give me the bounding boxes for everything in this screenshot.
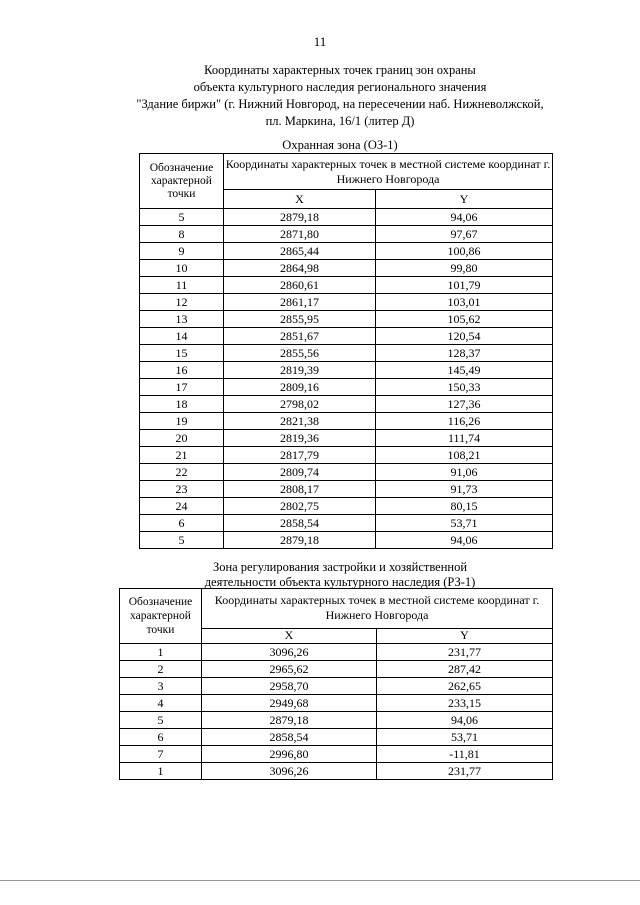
point-cell: 4 [120,695,202,712]
header-point-designation: Обозначение характерной точки [120,589,202,644]
table-row [140,260,553,277]
y-cell: 91,06 [376,464,553,481]
table-row [140,226,553,243]
y-cell: 100,86 [376,243,553,260]
y-cell: 120,54 [376,328,553,345]
y-cell: 231,77 [377,644,553,661]
point-cell: 12 [140,294,224,311]
x-cell: 2802,75 [224,498,376,515]
table-row [140,515,553,532]
y-cell: 101,79 [376,277,553,294]
x-cell: 2858,54 [224,515,376,532]
point-cell: 5 [120,712,202,729]
table-row [140,328,553,345]
table-row [140,498,553,515]
table-row [140,362,553,379]
x-cell: 2819,39 [224,362,376,379]
point-cell: 19 [140,413,224,430]
point-cell: 6 [140,515,224,532]
page-bottom-rule [0,880,640,881]
x-cell: 2879,18 [202,712,377,729]
point-cell: 18 [140,396,224,413]
table-row [140,413,553,430]
table-row [140,532,553,549]
x-cell: 2821,38 [224,413,376,430]
x-cell: 2809,16 [224,379,376,396]
x-cell: 2860,61 [224,277,376,294]
x-cell: 2949,68 [202,695,377,712]
y-cell: 94,06 [377,712,553,729]
zone2-title-line: Зона регулирования застройки и хозяйственной [212,560,468,574]
x-cell: 2864,98 [224,260,376,277]
y-cell: 287,42 [377,661,553,678]
title-line: "Здание биржи" (г. Нижний Новгород, на пересечении наб. Нижневолжской, [136,97,544,111]
table-row [140,447,553,464]
table-row [120,678,553,695]
point-cell: 1 [120,763,202,780]
x-cell: 2958,70 [202,678,377,695]
title-line: объекта культурного наследия регионального значения [193,80,487,94]
zone2-table-body [120,644,553,780]
table-row [140,345,553,362]
point-cell: 21 [140,447,224,464]
page-number: 11 [313,34,327,49]
table-row [120,729,553,746]
x-cell: 2817,79 [224,447,376,464]
y-cell: 53,71 [376,515,553,532]
header-x: X [202,628,377,643]
zone1-title: Охранная зона (ОЗ-1) [282,138,398,152]
table-row [120,712,553,729]
x-cell: 2855,56 [224,345,376,362]
y-cell: 94,06 [376,532,553,549]
table-row [140,379,553,396]
table-row [120,763,553,780]
header-y: Y [377,628,553,643]
x-cell: 2865,44 [224,243,376,260]
zone1-coordinates-table [139,153,553,549]
y-cell: 103,01 [376,294,553,311]
point-cell: 20 [140,430,224,447]
x-cell: 2855,95 [224,311,376,328]
x-cell: 2798,02 [224,396,376,413]
table-row [120,661,553,678]
table-row [140,311,553,328]
header-coordinate-system: Координаты характерных точек в местной системе координат г. Нижнего Новгорода [202,589,553,629]
zone2-coordinates-table [119,588,553,780]
point-cell: 23 [140,481,224,498]
table-row [140,294,553,311]
x-cell: 2996,80 [202,746,377,763]
point-cell: 5 [140,532,224,549]
y-cell: 231,77 [377,763,553,780]
point-cell: 7 [120,746,202,763]
y-cell: 97,67 [376,226,553,243]
point-cell: 2 [120,661,202,678]
point-cell: 15 [140,345,224,362]
point-cell: 8 [140,226,224,243]
table-row [120,644,553,661]
zone2-title [100,560,580,590]
y-cell: 105,62 [376,311,553,328]
point-cell: 16 [140,362,224,379]
point-cell: 9 [140,243,224,260]
table-row [120,695,553,712]
y-cell: 94,06 [376,209,553,226]
point-cell: 3 [120,678,202,695]
point-cell: 17 [140,379,224,396]
point-cell: 11 [140,277,224,294]
title-line: пл. Маркина, 16/1 (литер Д) [265,114,415,128]
x-cell: 2879,18 [224,532,376,549]
table-row [140,464,553,481]
table-row [140,243,553,260]
table-row [140,430,553,447]
point-cell: 22 [140,464,224,481]
x-cell: 2808,17 [224,481,376,498]
x-cell: 2858,54 [202,729,377,746]
y-cell: 80,15 [376,498,553,515]
zone1-table-body [140,209,553,549]
x-cell: 2861,17 [224,294,376,311]
point-cell: 1 [120,644,202,661]
title-line: Координаты характерных точек границ зон охраны [204,63,476,77]
header-point-designation: Обозначение характерной точки [140,154,224,209]
y-cell: 111,74 [376,430,553,447]
point-cell: 10 [140,260,224,277]
y-cell: 262,65 [377,678,553,695]
x-cell: 3096,26 [202,644,377,661]
y-cell: 99,80 [376,260,553,277]
y-cell: 53,71 [377,729,553,746]
table-row [140,277,553,294]
x-cell: 2871,80 [224,226,376,243]
x-cell: 2879,18 [224,209,376,226]
y-cell: 91,73 [376,481,553,498]
table-row [140,396,553,413]
y-cell: 150,33 [376,379,553,396]
table-row [120,746,553,763]
point-cell: 13 [140,311,224,328]
header-x: X [224,190,376,209]
point-cell: 6 [120,729,202,746]
document-title [90,62,590,130]
y-cell: -11,81 [377,746,553,763]
header-coordinate-system: Координаты характерных точек в местной системе координат г. Нижнего Новгорода [224,154,553,190]
y-cell: 128,37 [376,345,553,362]
y-cell: 116,26 [376,413,553,430]
y-cell: 233,15 [377,695,553,712]
zone2-title-line: деятельности объекта культурного наследия (РЗ-1) [204,575,476,589]
point-cell: 24 [140,498,224,515]
x-cell: 2965,62 [202,661,377,678]
x-cell: 2819,36 [224,430,376,447]
point-cell: 14 [140,328,224,345]
x-cell: 3096,26 [202,763,377,780]
table-row [140,481,553,498]
point-cell: 5 [140,209,224,226]
x-cell: 2851,67 [224,328,376,345]
y-cell: 127,36 [376,396,553,413]
y-cell: 145,49 [376,362,553,379]
y-cell: 108,21 [376,447,553,464]
x-cell: 2809,74 [224,464,376,481]
header-y: Y [376,190,553,209]
table-row [140,209,553,226]
